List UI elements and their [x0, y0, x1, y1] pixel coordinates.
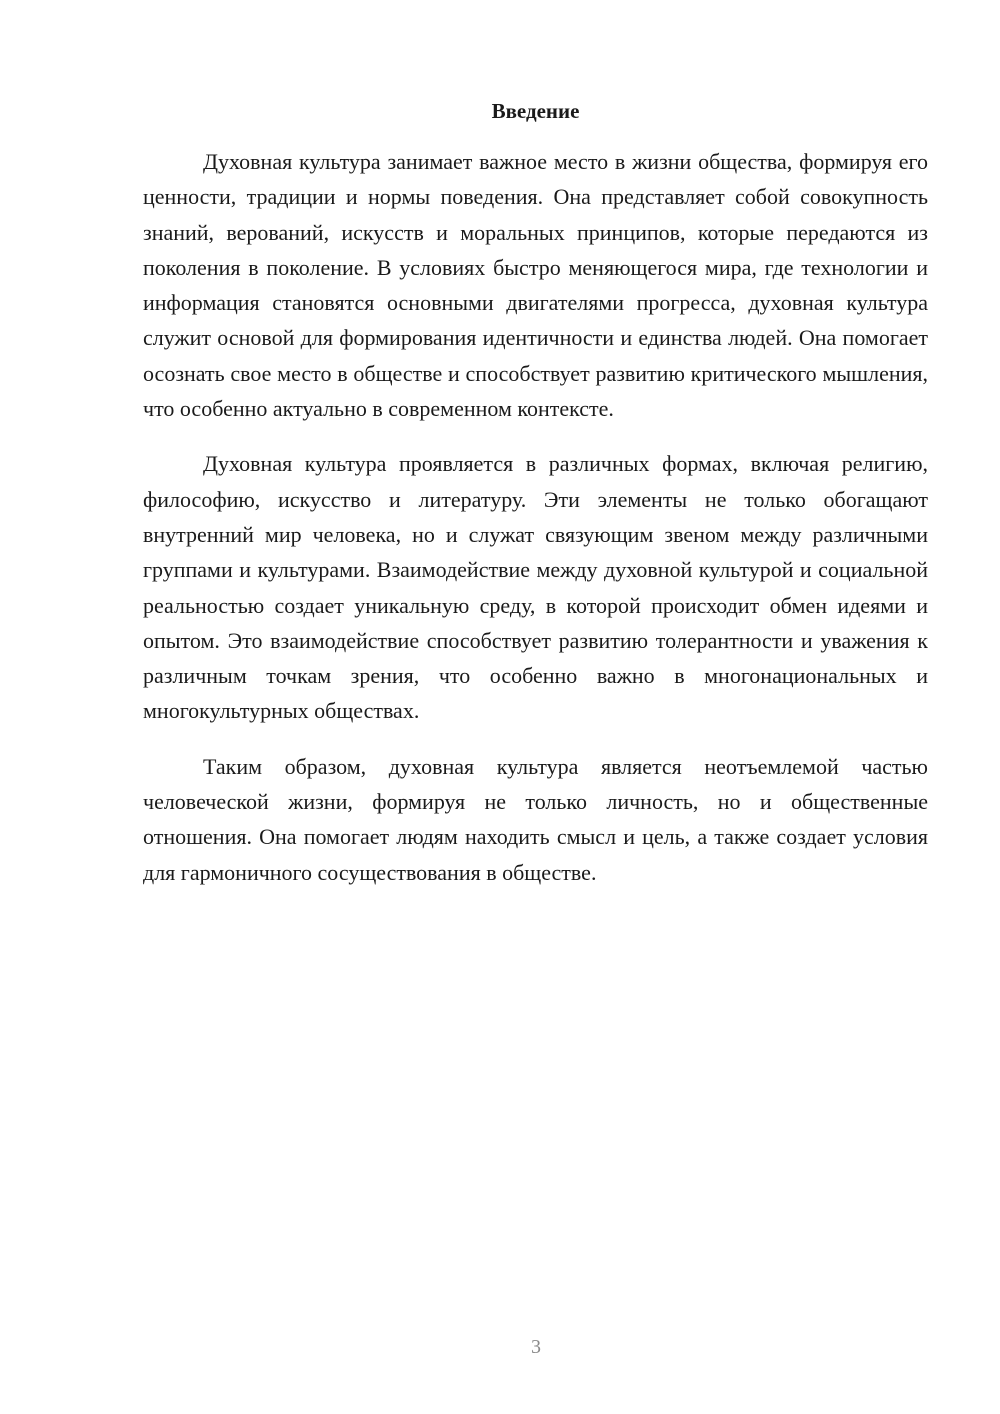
paragraph-2: Духовная культура проявляется в различных формах, включая религию, философию, искусство и литературу. Эти элементы не только обогащают внутренний мир человека, но и служат связующим звеном между различными группами и культурами. Взаимодействие между духовной культурой и социальной реальностью создает уникальную среду, в которой происходит обмен идеями и опытом. Это взаимодействие способствует развитию толерантности и уважения к различным точкам зрения, что особенно важно в многонациональных и многокультурных обществах. — [143, 451, 928, 724]
paragraph-1: Духовная культура занимает важное место в жизни общества, формируя его ценности, традиции и нормы поведения. Она представляет собой совокупность знаний, верований, искусств и моральных принципов, которые передаются из поколения в поколение. В условиях быстро меняющегося мира, где технологии и информация становятся основными двигателями прогресса, духовная культура служит основой для формирования идентичности и единства людей. Она помогает осознать свое место в обществе и способствует развитию критического мышления, что особенно актуально в современном контексте. — [143, 149, 928, 422]
page-number: 3 — [531, 1336, 541, 1358]
section-heading: Введение — [491, 99, 580, 123]
paragraph-3: Таким образом, духовная культура является неотъемлемой частью человеческой жизни, формируя не только личность, но и общественные отношения. Она помогает людям находить смысл и цель, а также создает условия для гармоничного сосуществования в обществе. — [143, 753, 928, 885]
body-text — [143, 144, 928, 910]
